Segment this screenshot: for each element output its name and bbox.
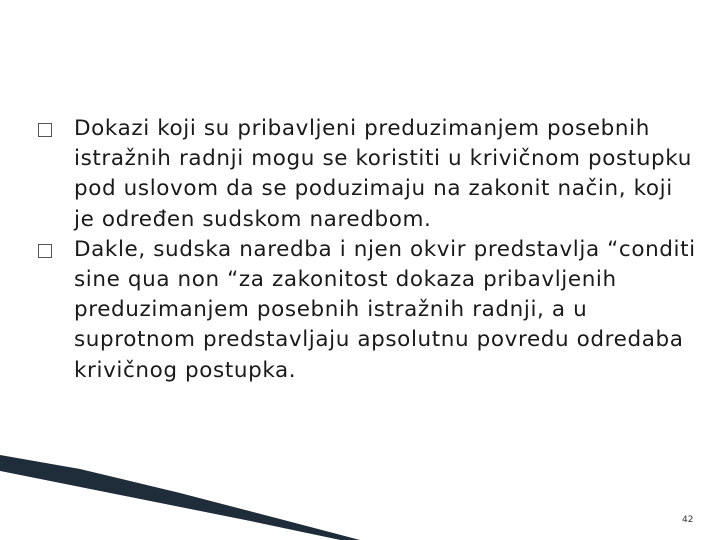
bullet-text: Dokazi koji su pribavljeni preduzimanjem posebnih istražnih radnji mogu se koristiti u krivičnom postupku pod uslovom da se poduzimaju na zakonit način, koji je određen sudskom naredbom. — [74, 116, 692, 232]
bottom-swoosh-decoration — [0, 455, 720, 540]
page-number: 42 — [682, 515, 694, 525]
bullet-text: Dakle, sudska naredba i njen okvir predstavlja “conditi sine qua non “za zakonitost dokaza pribavljenih preduzimanjem posebnih istražnih radnji, a u suprotnom predstavljaju apsolutnu povredu odredaba krivičnog postupka. — [74, 236, 696, 383]
bullet-box-icon — [38, 244, 52, 258]
slide-body — [38, 114, 698, 386]
bullet-item — [38, 235, 698, 386]
bullet-item — [38, 114, 698, 235]
swoosh-shadow-band — [0, 471, 340, 540]
bullet-box-icon — [38, 123, 52, 137]
